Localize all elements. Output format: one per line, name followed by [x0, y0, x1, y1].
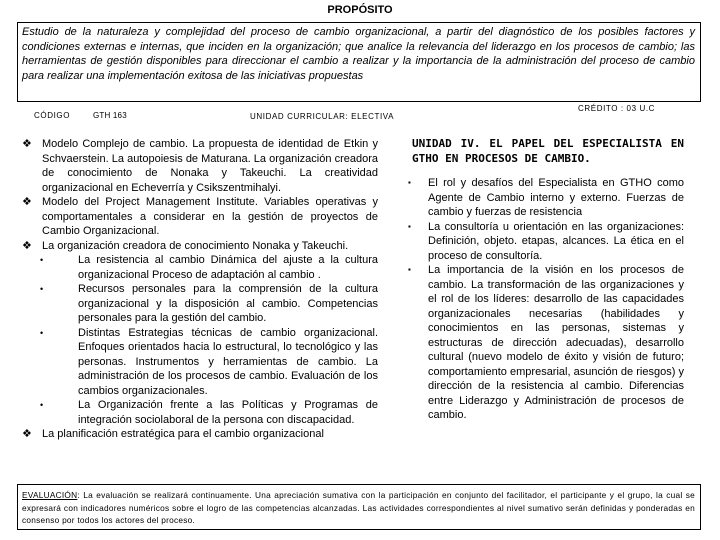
- list-item: ❖ Modelo Complejo de cambio. La propuesta de identidad de Etkin y Schvaerstein. La autopoiesis de Maturana. La organización creadora de conocimiento de Nonaka y Takeuchi. La creatividad organizacional en Echeverría y Csikszentmihalyi.: [22, 138, 378, 194]
- square-bullet-icon: ▪: [408, 265, 411, 274]
- sub-list-item: • La resistencia al cambio Dinámica del ajuste a la cultura organizacional Proceso de adaptación al cambio .: [40, 254, 378, 281]
- sub-list-item: • Distintas Estrategias técnicas de cambio organizacional. Enfoques orientados hacia lo estructural, lo tecnológico y las personas. Instrumentos y herramientas de cambio. La administración de los procesos de cambio. Evaluación de los cambios organizacionales.: [40, 326, 378, 397]
- list-item: ▪ La importancia de la visión en los procesos de cambio. La transformación de las organizaciones y el rol de los líderes: desarrollo de las capacidades organizacionales necesarias (habilidades y conocimientos en las personas, sistemas y estructuras de dirección adecuadas), desarrollo cultural (nuevo modelo de éxito y visión de futuro; comportamiento empresarial, asunción de riesgos) y dirección de la resistencia al cambio. Diferencias entre Liderazgo y Administración de procesos de cambio.: [408, 264, 684, 421]
- right-column: [402, 137, 684, 423]
- dot-bullet-icon: •: [40, 327, 44, 338]
- evaluation-label: EVALUACIÓN: [22, 490, 78, 500]
- evaluation-text: : La evaluación se realizará continuamente. Una apreciación sumativa con la participación en conjunto del facilitador, el participante y el grupo, la cual se expresará con indicadores numéricos sobre el logro de las competencias alcanzadas. Las actividades correspondientes al nivel sumativo serán definidas y ponderadas en consenso por todos los actores del proceso.: [22, 490, 695, 526]
- codigo-label: CÓDIGO: [34, 111, 71, 120]
- diamond-bullet-icon: ❖: [22, 196, 32, 208]
- sub-list-item: • Recursos personales para la comprensión de la cultura organizacional y la disposición al cambio. Competencias personales para la gestión del cambio.: [40, 283, 378, 324]
- page-title: PROPÓSITO: [327, 4, 393, 16]
- codigo-value: GTH 163: [93, 111, 127, 120]
- list-item: ❖ La organización creadora de conocimiento Nonaka y Takeuchi.: [22, 239, 349, 252]
- list-item: ▪ La consultoría u orientación en las organizaciones: Definición, objeto. etapas, alcances. La ética en el proceso de consultoría.: [408, 220, 684, 262]
- list-item: ❖ La planificación estratégica para el cambio organizacional: [22, 428, 324, 440]
- square-bullet-icon: ▪: [408, 221, 411, 231]
- dot-bullet-icon: •: [40, 400, 44, 410]
- unit-title: UNIDAD IV. EL PAPEL DEL ESPECIALISTA EN GTHO EN PROCESOS DE CAMBIO.: [412, 137, 684, 165]
- dot-bullet-icon: •: [40, 284, 44, 294]
- evaluation-box: [17, 484, 701, 530]
- purpose-box: [17, 22, 701, 102]
- diamond-bullet-icon: ❖: [22, 239, 32, 252]
- square-bullet-icon: ▪: [408, 178, 411, 187]
- sub-list-item: • La Organización frente a las Políticas y Programas de integración sociolaboral de la persona con discapacidad.: [40, 399, 378, 426]
- dot-bullet-icon: •: [40, 255, 44, 265]
- list-item: ❖ Modelo del Project Management Institute. Variables operativas y comportamentales a considerar en la gestión de proyectos de Cambio Organizacional.: [22, 196, 378, 237]
- list-item: ▪ El rol y desafíos del Especialista en GTHO como Agente de Cambio interno y externo. Fuerzas de cambio y fuerzas de resistencia: [408, 177, 684, 218]
- purpose-text: Estudio de la naturaleza y complejidad del proceso de cambio organizacional, a partir del diagnóstico de los posibles factores y condiciones externas e internas, que inciden en la organización; que analice la relevancia del liderazgo en los procesos de cambio; las herramientas de gestión disponibles para direccionar el cambio a realizar y la importancia de la administración del proceso de cambio para realizar una implementación exitosa de las iniciativas propuestas: [22, 26, 695, 82]
- diamond-bullet-icon: ❖: [22, 138, 32, 150]
- left-column: [22, 137, 378, 442]
- unidad-curricular: UNIDAD CURRICULAR: ELECTIVA: [250, 112, 395, 121]
- diamond-bullet-icon: ❖: [22, 428, 32, 440]
- credito: CRÉDITO : 03 U.C: [578, 104, 656, 113]
